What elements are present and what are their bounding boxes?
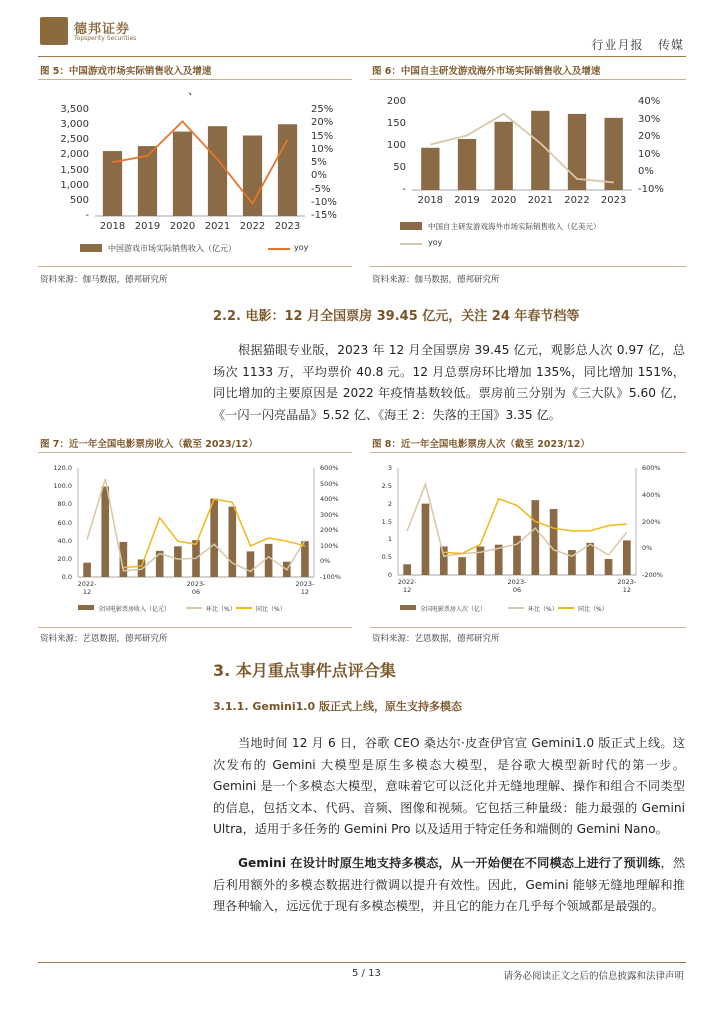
fig6-title-rule xyxy=(370,79,686,80)
fig6-y-left-tick: 150 xyxy=(386,118,406,129)
fig6-legend-line-swatch xyxy=(400,243,422,245)
fig5-bar-2021 xyxy=(208,126,227,216)
fig8-bar-2023-07 xyxy=(531,500,539,575)
fig8-legend-label: 环比（%） xyxy=(528,606,558,613)
fig6-y-right-tick: 20% xyxy=(638,131,661,143)
fig5-y-right-tick: -5% xyxy=(311,183,331,195)
section-2-2-heading: 2.2. 电影：12 月全国票房 39.45 亿元，关注 24 年春节档等 xyxy=(213,309,580,324)
fig5-y-right-tick: 0% xyxy=(311,170,327,182)
section-3-para-2-rest: ，然后利用额外的多模态数据进行微调以提升有效性。因此，Gemini 能够无缝地理解和推理各种输入，远远优于现有多模态模型，并且它的能力在几乎每个领域都是最强的。 xyxy=(213,856,686,913)
fig8-y-left-tick: 2 xyxy=(387,499,392,508)
section-3-1-1-heading: 3.1.1. Gemini1.0 版正式上线，原生支持多模态 xyxy=(213,700,462,713)
fig8-y-right-tick: -200% xyxy=(642,571,663,579)
footer-disclaimer: 请务必阅读正文之后的信息披露和法律声明 xyxy=(503,971,684,982)
fig7-legend-label: 环比（%） xyxy=(206,606,236,613)
header-divider xyxy=(38,56,686,57)
fig8-bar-2023-04 xyxy=(477,546,485,575)
fig6-y-left-tick: 50 xyxy=(393,162,406,173)
fig8-y-right-tick: 600% xyxy=(642,464,661,472)
fig5-x-tick: 2023 xyxy=(274,221,301,232)
fig7-y-right-tick: 0% xyxy=(320,557,331,566)
fig8-legend-label: 同比（%） xyxy=(578,606,608,613)
fig7-y-right-tick: 200% xyxy=(320,526,339,535)
fig6-y-left-tick: - xyxy=(402,184,406,195)
fig6-legend-line: yoy xyxy=(428,238,443,247)
fig6-title: 图 6：中国自主研发游戏海外市场实际销售收入及增速 xyxy=(372,66,601,77)
fig7-bottom-rule xyxy=(38,627,352,628)
fig6-x-tick: 2022 xyxy=(564,195,590,206)
fig7-x-tick: 2023- 06 xyxy=(186,580,206,596)
fig7-bar-2023-07 xyxy=(210,499,218,577)
fig6-bottom-rule xyxy=(370,266,686,267)
fig8-chart xyxy=(398,468,636,575)
fig6-y-left-tick: 100 xyxy=(386,140,406,151)
fig8-y-left-tick: 0.5 xyxy=(381,553,392,562)
fig5-x-tick: 2019 xyxy=(134,221,161,232)
fig5-legend-line-swatch xyxy=(268,248,290,250)
fig8-legend-swatch xyxy=(558,607,574,609)
fig6-x-tick: 2018 xyxy=(417,195,444,206)
fig5-x-tick: 2020 xyxy=(169,221,196,232)
fig7-y-left-tick: 120.0 xyxy=(53,464,72,472)
fig6-y-left-tick: 200 xyxy=(386,96,406,107)
fig7-legend-swatch xyxy=(186,607,202,609)
fig6-chart xyxy=(412,102,632,190)
fig8-x-tick: 2022- 12 xyxy=(397,578,417,594)
section-2-2-body: 根据猫眼专业版，2023 年 12 月全国票房 39.45 亿元，观影总人次 0.97 亿，总场次 1133 万，平均票价 40.8 元。12 月总票房环比增加 135%，同比增加 151%，同比增加的主要原因是 2022 年疫情基数较低。票房前三分别为《三大队》5.60 亿，《一闪一闪亮晶晶》5.52 亿、《海王 2：失落的王国》3.35 亿。 xyxy=(213,343,685,422)
fig5-title: 图 5：中国游戏市场实际销售收入及增速 xyxy=(40,66,212,77)
fig5-bar-2023 xyxy=(278,124,297,216)
fig8-bar-2023-12 xyxy=(623,540,631,575)
company-name: 德邦证券 xyxy=(74,22,131,37)
fig7-bar-2022-12 xyxy=(83,563,91,577)
fig8-bar-2023-01 xyxy=(422,504,430,575)
fig7-chart xyxy=(78,468,314,577)
fig5-y-right-tick: 5% xyxy=(311,157,327,168)
fig5-y-left-tick: 1,500 xyxy=(60,164,89,176)
fig8-bar-2023-11 xyxy=(605,559,613,575)
fig8-y-left-tick: 1.5 xyxy=(381,517,392,526)
fig5-y-left-tick: - xyxy=(85,210,89,221)
fig5-legend-bar: 中国游戏市场实际销售收入（亿元） xyxy=(108,244,236,253)
footer-divider xyxy=(38,962,686,963)
fig5-x-tick: 2018 xyxy=(99,221,126,232)
logo-mark xyxy=(40,17,68,45)
fig8-y-right-tick: 400% xyxy=(642,490,661,499)
fig5-bottom-rule xyxy=(38,266,352,267)
fig7-y-right-tick: 400% xyxy=(320,495,339,504)
fig6-bar-2019 xyxy=(458,139,476,190)
fig7-y-right-tick: -100% xyxy=(320,573,341,581)
fig7-x-tick: 2022- 12 xyxy=(77,580,97,596)
fig7-bar-2023-08 xyxy=(228,507,236,577)
fig7-legend-label: 同比（%） xyxy=(256,606,286,613)
fig5-bar-2020 xyxy=(173,132,192,216)
fig8-bar-2022-12 xyxy=(403,564,411,575)
fig7-x-tick: 2023- 12 xyxy=(295,580,315,596)
section-3-para-2-bold: Gemini 在设计时原生地支持多模态，从一开始便在不同模态上进行了预训练 xyxy=(238,856,661,870)
fig6-bar-2020 xyxy=(495,122,513,190)
fig5-source: 资料来源：伽马数据，德邦研究所 xyxy=(40,275,168,285)
industry: 传媒 xyxy=(657,38,684,52)
fig6-y-right-tick: -10% xyxy=(638,184,664,195)
fig5-y-right-tick: -15% xyxy=(311,210,337,221)
fig8-bar-2023-03 xyxy=(458,557,466,575)
fig7-y-right-tick: 100% xyxy=(320,541,339,550)
company-name-en: Topsperity Securities xyxy=(74,35,137,42)
fig5-y-left-tick: 2,000 xyxy=(60,149,89,161)
fig5-y-left-tick: 3,500 xyxy=(60,104,89,115)
fig6-bar-2018 xyxy=(421,148,439,190)
fig8-y-left-tick: 3 xyxy=(387,464,392,472)
fig7-y-left-tick: 0.0 xyxy=(61,573,72,581)
fig8-legend-swatch xyxy=(508,607,524,609)
fig5-legend-bar-swatch xyxy=(80,244,102,252)
fig7-legend-swatch xyxy=(236,607,252,609)
fig6-x-tick: 2023 xyxy=(600,195,627,206)
fig7-y-left-tick: 100.0 xyxy=(53,482,72,491)
fig8-x-tick: 2023- 06 xyxy=(507,578,527,594)
fig5-y-right-tick: 20% xyxy=(311,117,334,129)
fig7-y-left-tick: 40.0 xyxy=(57,536,72,545)
fig5-title-rule xyxy=(38,79,352,80)
fig5-legend-line: yoy xyxy=(294,243,309,252)
fig8-y-left-tick: 0 xyxy=(387,571,392,579)
fig8-bar-2023-08 xyxy=(550,509,558,575)
fig8-y-left-tick: 1 xyxy=(387,535,392,544)
fig7-title-rule xyxy=(38,452,352,453)
fig5-y-left-tick: 2,500 xyxy=(60,134,89,146)
fig8-title-rule xyxy=(370,452,686,453)
fig8-y-left-tick: 2.5 xyxy=(381,481,392,490)
section-3-heading: 3. 本月重点事件点评合集 xyxy=(213,661,396,680)
fig8-x-tick: 2023- 12 xyxy=(617,578,637,594)
fig6-x-tick: 2020 xyxy=(490,195,517,206)
section-3-para-1: 当地时间 12 月 6 日，谷歌 CEO 桑达尔·皮查伊官宣 Gemini1.0 版正式上线。这次发布的 Gemini 大模型是原生多模态大模型，是谷歌大模型新时代的第一步。Gemini 是一个多模态大模型，意味着它可以泛化并无缝地理解、操作和组合不同类型的信息，包括文本、代码、音频、图像和视频。它包括三种量级：能力最强的 Gemini Ultra，适用于多任务的 Gemini Pro 以及适用于特定任务和端侧的 Gemini Nano。 xyxy=(213,736,685,836)
fig5-y-right-tick: 15% xyxy=(311,130,334,142)
fig7-y-right-tick: 500% xyxy=(320,479,339,488)
fig7-legend-label: 全国电影票房收入（亿元） xyxy=(98,606,171,613)
fig6-x-tick: 2021 xyxy=(527,195,554,206)
fig6-y-right-tick: 0% xyxy=(638,166,654,178)
fig6-y-right-tick: 30% xyxy=(638,113,661,125)
fig8-legend-swatch xyxy=(400,605,416,610)
fig6-legend-bar-swatch xyxy=(400,222,422,230)
fig8-source: 资料来源：艺恩数据，德邦研究所 xyxy=(372,634,500,644)
fig7-bar-2023-10 xyxy=(265,544,273,577)
fig5-chart xyxy=(95,110,305,216)
fig5-y-left-tick: 3,000 xyxy=(60,119,89,131)
fig7-y-right-tick: 300% xyxy=(320,510,339,519)
fig6-bar-2023 xyxy=(605,118,623,190)
fig6-y-right-tick: 40% xyxy=(638,96,661,107)
fig6-x-tick: 2019 xyxy=(454,195,480,206)
section-3-para-2 xyxy=(213,853,685,918)
fig5-x-tick: 2021 xyxy=(204,221,231,232)
fig5-stray-mark: 、 xyxy=(188,84,199,97)
fig7-bar-2023-12 xyxy=(301,541,309,577)
fig8-bar-2023-10 xyxy=(586,543,594,575)
fig6-source: 资料来源：伽马数据，德邦研究所 xyxy=(372,275,500,285)
fig7-y-left-tick: 80.0 xyxy=(57,500,72,509)
fig7-title: 图 7：近一年全国电影票房收入（截至 2023/12） xyxy=(40,439,258,450)
fig7-source: 资料来源：艺恩数据，德邦研究所 xyxy=(40,634,168,644)
fig6-legend-bar: 中国自主研发游戏海外市场实际销售收入（亿美元） xyxy=(428,222,601,231)
page-number: 5 / 13 xyxy=(352,968,381,979)
fig5-y-left-tick: 500 xyxy=(69,194,89,206)
fig7-legend-swatch xyxy=(78,605,94,610)
fig5-y-left-tick: 1,000 xyxy=(60,179,89,191)
fig7-bar-2023-09 xyxy=(247,551,255,577)
fig7-bar-2023-01 xyxy=(101,487,109,577)
report-type: 行业月报 xyxy=(591,38,644,52)
fig5-x-tick: 2022 xyxy=(239,221,266,232)
fig8-bottom-rule xyxy=(370,627,686,628)
fig8-bar-2023-02 xyxy=(440,546,448,575)
fig5-y-right-tick: 25% xyxy=(311,104,334,115)
fig8-y-right-tick: 0% xyxy=(642,544,653,553)
fig5-y-right-tick: -10% xyxy=(311,196,337,208)
fig8-legend-label: 全国电影票房人次（亿） xyxy=(420,606,487,613)
fig7-bar-2023-05 xyxy=(174,546,182,577)
fig7-y-left-tick: 20.0 xyxy=(57,554,72,563)
fig6-y-right-tick: 10% xyxy=(638,148,661,160)
fig7-y-right-tick: 600% xyxy=(320,464,339,472)
fig8-title: 图 8：近一年全国电影票房人次（截至 2023/12） xyxy=(372,439,590,450)
fig8-y-right-tick: 200% xyxy=(642,517,661,526)
fig7-y-left-tick: 60.0 xyxy=(57,518,72,527)
report-category xyxy=(592,36,684,53)
fig5-y-right-tick: 10% xyxy=(311,143,334,155)
